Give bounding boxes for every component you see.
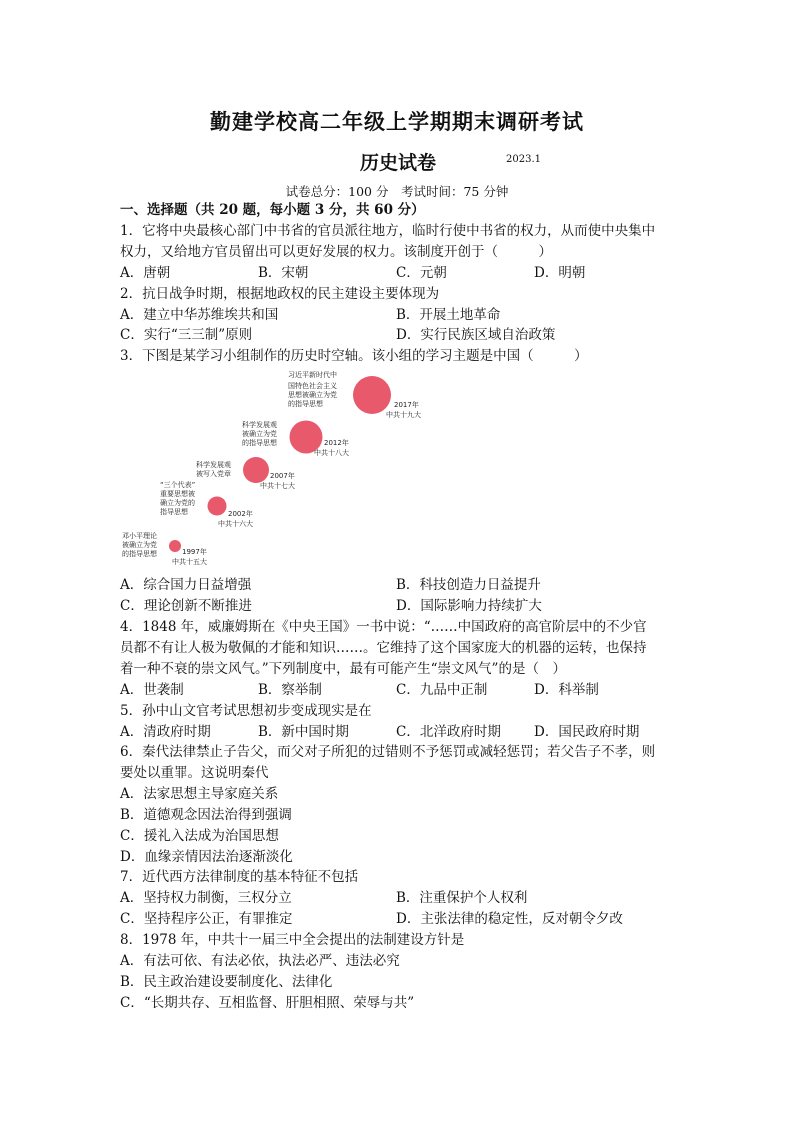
q7-option-c: C．坚持程序公正，有罪推定 [120, 911, 293, 927]
node-year: 2017年 [394, 401, 419, 409]
q7-stem: 7．近代西方法律制度的基本特征不包括 [120, 869, 359, 885]
node-label-line: 邓小平理论 [122, 532, 157, 540]
q4-stem-line2: 员都不有让人极为敬佩的才能和知识……。它维持了这个国家庞大的机器的运转，也保持 [120, 640, 647, 656]
exam-date: 2023.1 [506, 154, 541, 165]
node-label-line: 的指导思想 [122, 550, 157, 558]
node-label-line: 国特色社会主义 [288, 382, 337, 390]
q7-option-d: D．主张法律的稳定性，反对朝令夕改 [396, 911, 623, 927]
q6-option-b: B．道德观念因法治得到强调 [120, 807, 292, 823]
q6-stem-line1: 6．秦代法律禁止子告父，而父对子所犯的过错则不予惩罚或减轻惩罚；若父告子不孝，则 [120, 744, 656, 760]
q1-option-a: A．唐朝 [120, 265, 171, 281]
figure-node-1997 [122, 531, 207, 566]
q2-option-b: B．开展土地革命 [396, 307, 501, 323]
q5-option-d: D．国民政府时期 [534, 724, 640, 740]
q8-stem: 8．1978 年，中共十一届三中全会提出的法制建设方针是 [120, 932, 465, 948]
q3-option-d: D．国际影响力持续扩大 [396, 598, 542, 614]
node-label-line: 科学发展观 [196, 461, 231, 469]
q5-option-c: C．北洋政府时期 [396, 724, 501, 740]
q6-stem-line2: 要处以重罪。这说明秦代 [120, 765, 269, 781]
q1-stem-line2: 权力，又给地方官员留出可以更好发展的权力。该制度开创于（ ） [120, 244, 552, 260]
exam-title: 勤建学校高二年级上学期期末调研考试 [210, 109, 584, 134]
node-circle [353, 376, 391, 414]
q1-stem-line1: 1．它将中央最核心部门中书省的官员派往地方，临时行使中书省的权力，从而使中央集中 [120, 223, 656, 239]
figure-node-2017 [288, 370, 421, 419]
q5-option-b: B．新中国时期 [258, 724, 349, 740]
q2-option-a: A．建立中华苏维埃共和国 [120, 307, 279, 323]
node-label-line: 科学发展观 [242, 421, 277, 429]
q6-option-d: D．血缘亲情因法治逐渐淡化 [120, 849, 293, 865]
section-heading: 一、选择题（共 20 题，每小题 3 分，共 60 分） [120, 202, 425, 218]
node-label-line: 被确立为党 [122, 541, 157, 549]
node-label-line: 的指导思想 [288, 400, 323, 408]
node-label-line: 被写入党章 [196, 470, 231, 478]
q2-option-c: C．实行“三三制”原则 [120, 327, 253, 343]
figure-node-2002 [160, 480, 253, 528]
node-label-line: 重要思想被 [160, 490, 195, 498]
node-label-line: 指导思想 [160, 508, 188, 516]
q4-option-c: C．九品中正制 [396, 682, 488, 698]
node-circle [243, 457, 269, 483]
q4-option-a: A．世袭制 [120, 682, 184, 698]
node-label-line: 的指导思想 [242, 439, 277, 447]
node-year: 2012年 [324, 439, 349, 447]
figure-node-2007 [196, 457, 295, 490]
node-label-line: 被确立为党 [242, 430, 277, 438]
q1-option-d: D．明朝 [534, 265, 586, 281]
node-congress: 中共十九大 [386, 411, 421, 419]
q3-option-a: A．综合国力日益增强 [120, 577, 252, 593]
q1-option-b: B．宋朝 [258, 265, 309, 281]
node-congress: 中共十七大 [260, 482, 295, 490]
node-label-line: 习近平新时代中 [288, 370, 337, 379]
q4-option-b: B．察举制 [258, 682, 322, 698]
node-label-line: 确立为党的 [160, 499, 195, 507]
q2-stem: 2．抗日战争时期，根据地政权的民主建设主要体现为 [120, 286, 440, 302]
q2-option-d: D．实行民族区域自治政策 [396, 327, 556, 343]
node-congress: 中共十八大 [314, 449, 349, 457]
q8-option-a: A．有法可依、有法必依，执法必严、违法必究 [120, 953, 400, 969]
node-label-line: 思想被确立为党 [288, 391, 337, 399]
q4-option-d: D．科举制 [534, 682, 599, 698]
q3-option-b: B．科技创造力日益提升 [396, 577, 541, 593]
node-congress: 中共十六大 [218, 520, 253, 528]
q7-option-b: B．注重保护个人权利 [396, 890, 528, 906]
q6-option-c: C．援礼入法成为治国思想 [120, 828, 279, 844]
timeline-figure [114, 370, 444, 575]
exam-subtitle: 历史试卷 [360, 152, 437, 174]
q3-option-c: C．理论创新不断推进 [120, 598, 252, 614]
q4-stem-line3: 着一种不衰的崇文风气。”下列制度中，最有可能产生“崇文风气”的是（ ） [120, 661, 566, 677]
node-year: 2002年 [228, 510, 253, 518]
q4-stem-line1: 4．1848 年，威廉姆斯在《中央王国》一书中说：“……中国政府的高官阶层中的不少官 [120, 619, 647, 635]
node-year: 1997年 [182, 548, 207, 556]
q6-option-a: A．法家思想主导家庭关系 [120, 786, 279, 802]
q5-option-a: A．清政府时期 [120, 724, 211, 740]
q5-stem: 5．孙中山文官考试思想初步变成现实是在 [120, 703, 372, 719]
node-circle [169, 540, 181, 552]
q8-option-b: B．民主政治建设要制度化、法律化 [120, 974, 333, 990]
node-year: 2007年 [270, 472, 295, 480]
q8-option-c: C．“长期共存、互相监督、肝胆相照、荣辱与共” [120, 995, 415, 1011]
q1-option-c: C．元朝 [396, 265, 447, 281]
q3-stem: 3．下图是某学习小组制作的历史时空轴。该小组的学习主题是中国（ ） [120, 348, 588, 364]
node-congress: 中共十五大 [172, 558, 207, 566]
node-circle [208, 497, 227, 516]
exam-info: 试卷总分：100 分 考试时间：75 分钟 [285, 184, 509, 199]
figure-node-2012 [242, 420, 349, 457]
q7-option-a: A．坚持权力制衡，三权分立 [120, 890, 292, 906]
node-label-line: “三个代表” [160, 481, 196, 489]
